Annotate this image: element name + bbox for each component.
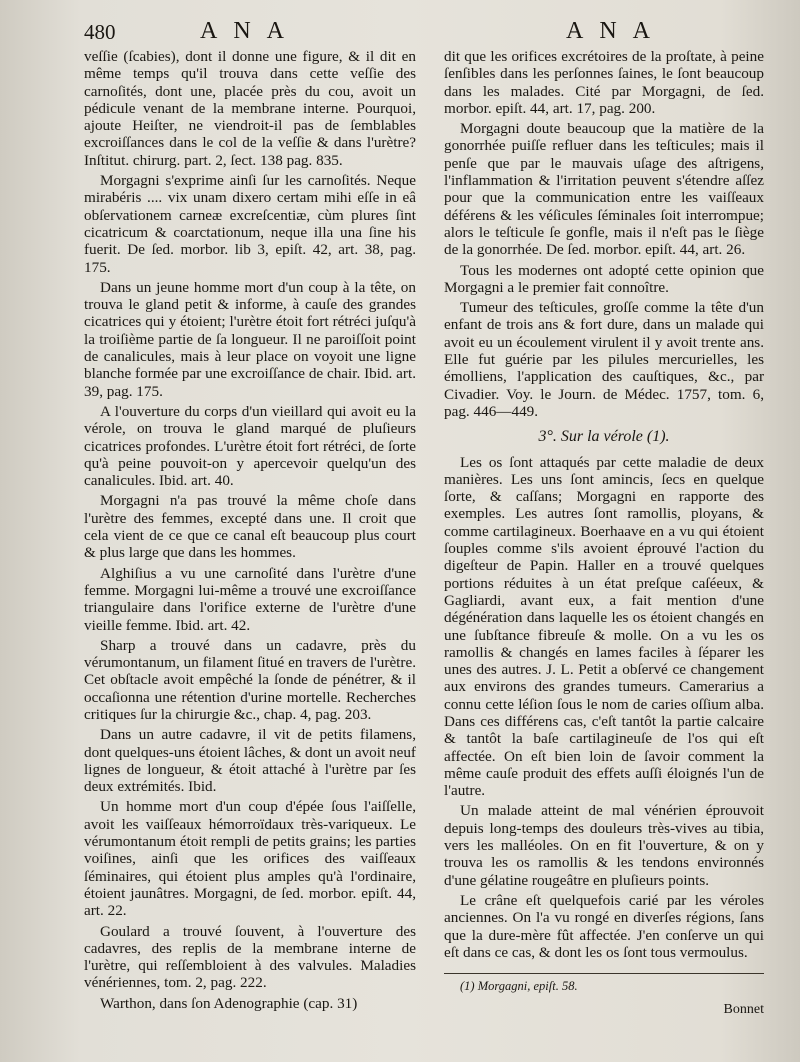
paragraph: Sharp a trouvé dans un cadavre, près du vérumontanum, un filament ſitué en travers de l'urètre. Cet obſtacle avoit empêché la ſonde de pénétrer, & il occaſionna une rétention d'urine mortelle. Recherches critiques ſur la chirurgie &c., chap. 4, pag. 203. xyxy=(84,636,416,723)
paragraph: Dans un autre cadavre, il vit de petits filamens, dont quelques-uns étoient lâches, & dont un avoit neuf lignes de longueur, & étoit attaché à l'urètre par ſes deux extrémités. Ibid. xyxy=(84,726,416,796)
paragraph: Goulard a trouvé ſouvent, à l'ouverture des cadavres, des replis de la membrane interne de l'urètre, qui reſſembloient à des valvules. Maladies vénériennes, tom. 2, pag. 222. xyxy=(84,922,416,992)
paragraph: Le crâne eſt quelquefois carié par les véroles anciennes. On l'a vu rongé en diverſes régions, ſans que la dure-mère fût affectée. J'en conſerve un qui eſt dans ce cas, & dont les os ſont tous vermoulus. xyxy=(444,891,764,961)
section-heading: 3°. Sur la vérole (1). xyxy=(538,428,670,446)
paragraph: Un homme mort d'un coup d'épée ſous l'aiſſelle, avoit les vaiſſeaux hémorroïdaux très-variqueux. Le vérumontanum étoit rempli de petits grains; les parties voiſines, ainſi que les orifices des vaiſſeaux ſéminaires, qui étoient plus amples qu'à l'ordinaire, étoient jaunâtres. Morgagni, de ſed. morbor. epiſt. 44, art. 22. xyxy=(84,798,416,920)
paragraph: dit que les orifices excrétoires de la proſtate, à peine ſenſibles dans les perſonnes ſaines, le ſont beaucoup dans les malades. Cité par Morgagni, de ſed. morbor. epiſt. 44, art. 17, pag. 200. xyxy=(444,48,764,117)
paragraph: Tumeur des teſticules, groſſe comme la tête d'un enfant de trois ans & fort dure, dans un malade qui avoit eu un écoulement virulent il y avoit trente ans. Elle fut guérie par les pilules mercurielles, les émolliens, l'application des cauſtiques, &c., par Civadier. Voy. le Journ. de Médec. 1757, tom. 6, pag. 446—449. xyxy=(444,299,764,420)
paragraph: Un malade atteint de mal vénérien éprouvoit depuis long-temps des douleurs très-vives au tibia, vers les malléoles. On en fit l'ouverture, & on y trouva les os ramollis & les tendons environnés d'une gélatine rougeâtre en pluſieurs points. xyxy=(444,802,764,889)
running-title-right: ANA xyxy=(566,18,666,44)
paragraph: Alghiſius a vu une carnoſité dans l'urètre d'une femme. Morgagni lui-même a trouvé une excroiſſance triangulaire dans l'orifice externe de l'urètre d'une vieille femme. Ibid. art. 42. xyxy=(84,564,416,634)
footnote-divider xyxy=(444,973,764,974)
paragraph: veſſie (ſcabies), dont il donne une figure, & il dit en même temps qu'il trouva dans cette veſſie des carnoſités, dont une, placée près du cou, avoit un pédicule venant de la membrane interne. Pourquoi, ajoute Heiſter, ne viendroit-il pas de ſemblables excroiſſances dans le col de la veſſie & dans l'urètre? Inſtitut. chirurg. part. 2, ſect. 138 pag. 835. xyxy=(84,48,416,169)
right-column xyxy=(444,48,764,1019)
paragraph: Tous les modernes ont adopté cette opinion que Morgagni a le premier fait connoître. xyxy=(444,261,764,296)
paragraph: Dans un jeune homme mort d'un coup à la tête, on trouva le gland petit & informe, à cauſe des grandes cicatrices qui y étoient; l'urètre étoit fort rétréci juſqu'à la troiſième partie de ſa longueur. Il ne paroiſſoit point de canalicules, mais à leur place on voyoit une ligne blanche formée par une excroiſſance de chair. Ibid. art. 39, pag. 175. xyxy=(84,278,416,400)
paragraph: Morgagni n'a pas trouvé la même choſe dans l'urètre des femmes, excepté dans une. Il croit que cela vient de ce que ce canal eſt beaucoup plus court & plus large que dans les hommes. xyxy=(84,492,416,562)
paragraph: Les os ſont attaqués par cette maladie de deux manières. Les uns ſont amincis, ſecs en quelque ſorte, & caſſans; Morgagni en rapporte des exemples. Les autres ſont ramollis, ployans, & comme cartilagineux. Boerhaave en a vu qui étoient ſouples comme s'ils avoient éprouvé l'action du digeſteur de Papin. Haller en a trouvé quelques portions réduites à un état preſque caſéeux, & Gagliardi, avant eux, a fait mention d'une dégénération dans laquelle les os étoient changés en une ſubſtance fibreuſe & molle. On a vu les os ramollis & changés en lames faciles à ſéparer les unes des autres. J. L. Petit a obſervé ce changement aux environs des grandes tumeurs. Camerarius a connu cette léſion ſous le nom de caries oſſium alba. Dans ces différens cas, c'eſt tantôt la partie calcaire & tantôt la baſe cartilagineuſe de l'os qui eſt affectée. On eſt bien loin de ſavoir comment la même cauſe produit des effets auſſi éloignés l'un de l'autre. xyxy=(444,453,764,800)
running-title-left: ANA xyxy=(200,18,300,44)
running-header xyxy=(0,18,800,48)
footnote: (1) Morgagni, epiſt. 58. xyxy=(460,979,578,994)
catchword: Bonnet xyxy=(723,1002,764,1018)
paragraph: A l'ouverture du corps d'un vieillard qui avoit eu la vérole, on trouva le gland marqué de pluſieurs cicatrices profondes. L'urètre étoit fort rétréci, de ſorte qu'à peine pouvoit-on y apercevoir quelqu'un des canalicules. Ibid. art. 40. xyxy=(84,402,416,490)
paragraph: Warthon, dans ſon Adenographie (cap. 31) xyxy=(100,994,358,1012)
page-number: 480 xyxy=(84,20,116,44)
paragraph: Morgagni s'exprime ainſi ſur les carnoſités. Neque mirabéris .... vix unam dixero certam mihi eſſe in eâ obſervationem carneæ excreſcentiæ, cùm plures ſint cicatricum & coarctationum, neque illa una ſine his fuerit. De ſed. morbor. lib 3, epiſt. 42, art. 38, pag. 175. xyxy=(84,172,416,276)
left-column xyxy=(84,48,416,1012)
paragraph: Morgagni doute beaucoup que la matière de la gonorrhée puiſſe refluer dans les teſticules; mais il penſe que par le mauvais uſage des aſtrigens, l'inflammation & l'irritation peuvent s'étendre aſſez pour que la communication entre les vaiſſeaux déférens & les véſicules ſéminales ſoit interrompue; alors le teſticule ſe gonfle, mais il n'eſt pas le ſiège de la gonorrhée. De ſed. morbor. epiſt. 44, art. 26. xyxy=(444,120,764,259)
